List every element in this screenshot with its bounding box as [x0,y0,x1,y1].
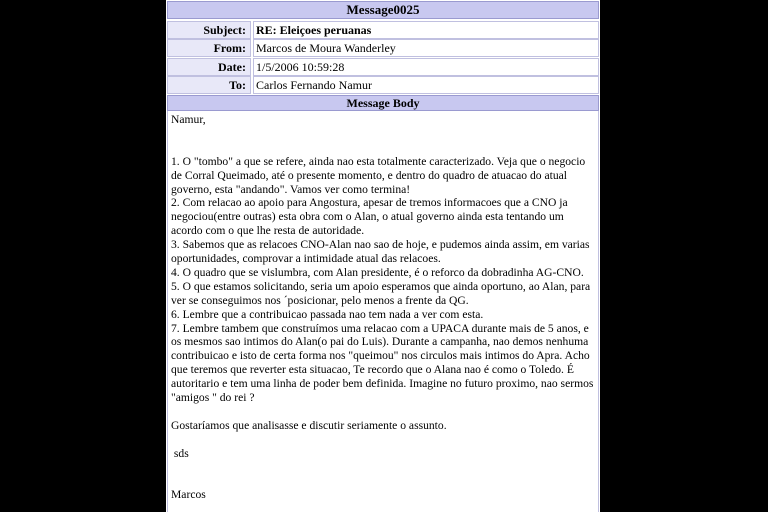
body-item: 7. Lembre tambem que construímos uma relacao com a UPACA durante mais de 5 anos, e os mesmos sao intimos do Alan(o pai do Luis). Durante a campanha, nao demos nenhuma contribuicao e isto de certa forma nos "queimou" nos circulos mais intimos do Apra. Acho que teremos que reverter esta situacao, Te recordo que o Alana nao é como o Toledo. É autoritario e tem uma linha de poder bem definida. Imagine no futuro proximo, nao sermos "amigos " do rei ? [171,321,594,405]
subject-row [167,21,599,39]
message-body [167,111,599,512]
sds-text: sds [171,446,189,460]
date-label: Date: [167,58,251,76]
subject-value: RE: Eleiçoes peruanas [253,21,599,39]
body-item: 1. O "tombo" a que se refere, ainda nao esta totalmente caracterizado. Veja que o negocio de Corral Queimado, até o presente momento, e dentro do quadro de atuacao do atual governo, esta "andando". Vamos ver como termina! [171,154,586,196]
message-body-text [171,113,595,502]
greeting: Namur, [171,113,206,126]
body-item: 5. O que estamos solicitando, seria um apoio esperamos que ainda oportuno, ao Alan, para ver se conseguimos nos ´posicionar, pelo menos a frente da QG. [171,279,591,307]
signature: Marcos [171,488,206,502]
body-item: 3. Sabemos que as relacoes CNO-Alan nao sao de hoje, e pudemos ainda assim, em varias oportunidades, comprovar a intimidade atual das relacoes. [171,238,590,266]
to-label: To: [167,76,251,94]
from-row [167,39,599,57]
message-title: Message0025 [167,1,599,19]
to-row [167,76,599,94]
body-item: 6. Lembre que a contribuicao passada nao tem nada a ver com esta. [171,307,484,321]
to-value: Carlos Fernando Namur [253,76,599,94]
date-value: 1/5/2006 10:59:28 [253,58,599,76]
from-value: Marcos de Moura Wanderley [253,39,599,57]
body-item: 4. O quadro que se vislumbra, com Alan presidente, é o reforco da dobradinha AG-CNO. [171,265,584,279]
message-page [166,0,600,512]
subject-label: Subject: [167,21,251,39]
message-body-heading: Message Body [167,95,599,111]
date-row [167,58,599,76]
from-label: From: [167,39,251,57]
body-item: 2. Com relacao ao apoio para Angostura, apesar de tremos informacoes que a CNO ja negociou(entre outras) esta obra com o Alan, o atual governo ainda esta tentando um acordo com o que lhe resta de autoridade. [171,196,568,238]
closing-text: Gostaríamos que analisasse e discutir seriamente o assunto. [171,418,447,432]
